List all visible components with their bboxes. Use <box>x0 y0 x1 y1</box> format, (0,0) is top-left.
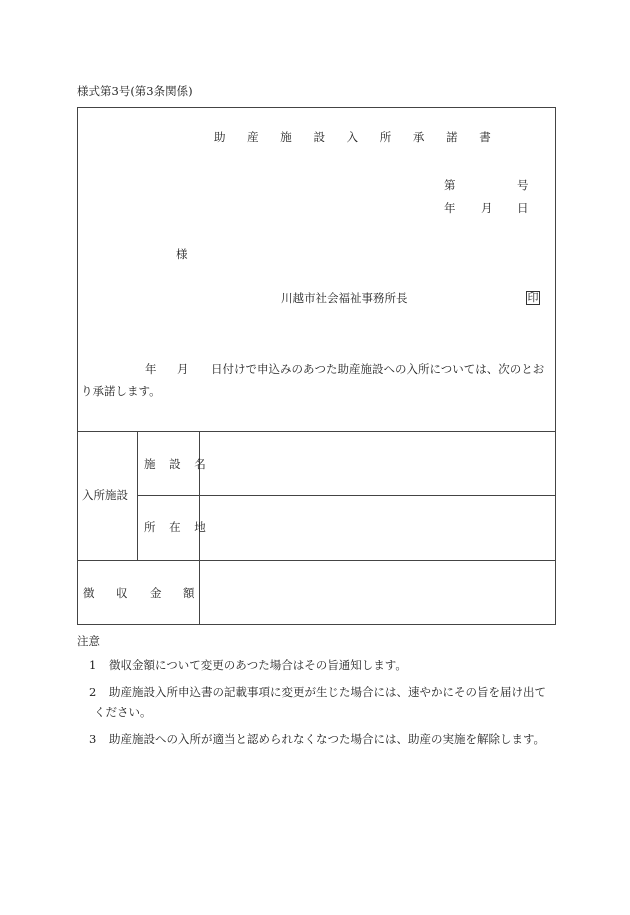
note-number: 1 <box>89 658 97 672</box>
group-label-nyusho-shisetsu: 入所施設 <box>82 488 128 502</box>
fee-label-char-1: 徴 <box>83 586 95 600</box>
note-item <box>89 683 546 701</box>
doc-number-go: 号 <box>517 178 529 192</box>
issuer-name: 川越市社会福祉事務所長 <box>281 291 408 305</box>
table-top-border <box>77 431 556 432</box>
date-month: 月 <box>481 201 493 215</box>
note-number: 3 <box>89 732 97 746</box>
body-line1: 日付けで申込みのあつた助産施設への入所については、次のとお <box>211 362 545 376</box>
date-day: 日 <box>517 201 529 215</box>
body-month: 月 <box>177 362 189 376</box>
document-title: 助 産 施 設 入 所 承 諾 書 <box>214 130 500 144</box>
note-text-continuation: ください。 <box>94 705 152 719</box>
note-text: 助産施設への入所が適当と認められなくなつた場合には、助産の実施を解除します。 <box>108 732 546 746</box>
doc-number-dai: 第 <box>444 178 456 192</box>
addressee-honorific: 様 <box>176 247 188 261</box>
fee-label-char-4: 額 <box>183 586 195 600</box>
note-item <box>89 656 407 674</box>
facility-location-label: 所 在 地 <box>144 520 211 534</box>
note-item <box>89 730 545 748</box>
note-text: 助産施設入所申込書の記載事項に変更が生じた場合には、速やかにその旨を届け出て <box>108 685 546 699</box>
date-year: 年 <box>444 201 456 215</box>
fee-label-char-3: 金 <box>150 586 162 600</box>
note-number: 2 <box>89 685 97 699</box>
form-number: 様式第3号(第3条関係) <box>77 84 193 98</box>
group-column-divider <box>137 431 138 560</box>
facility-name-label: 施 設 名 <box>144 457 211 471</box>
fee-row-divider <box>77 560 556 561</box>
body-line2: り承諾します。 <box>81 384 161 398</box>
seal-mark: 印 <box>527 291 539 304</box>
notes-heading: 注意 <box>77 634 100 648</box>
body-year: 年 <box>145 362 157 376</box>
note-text: 徴収金額について変更のあつた場合はその旨通知します。 <box>108 658 407 672</box>
fee-label-char-2: 収 <box>116 586 128 600</box>
